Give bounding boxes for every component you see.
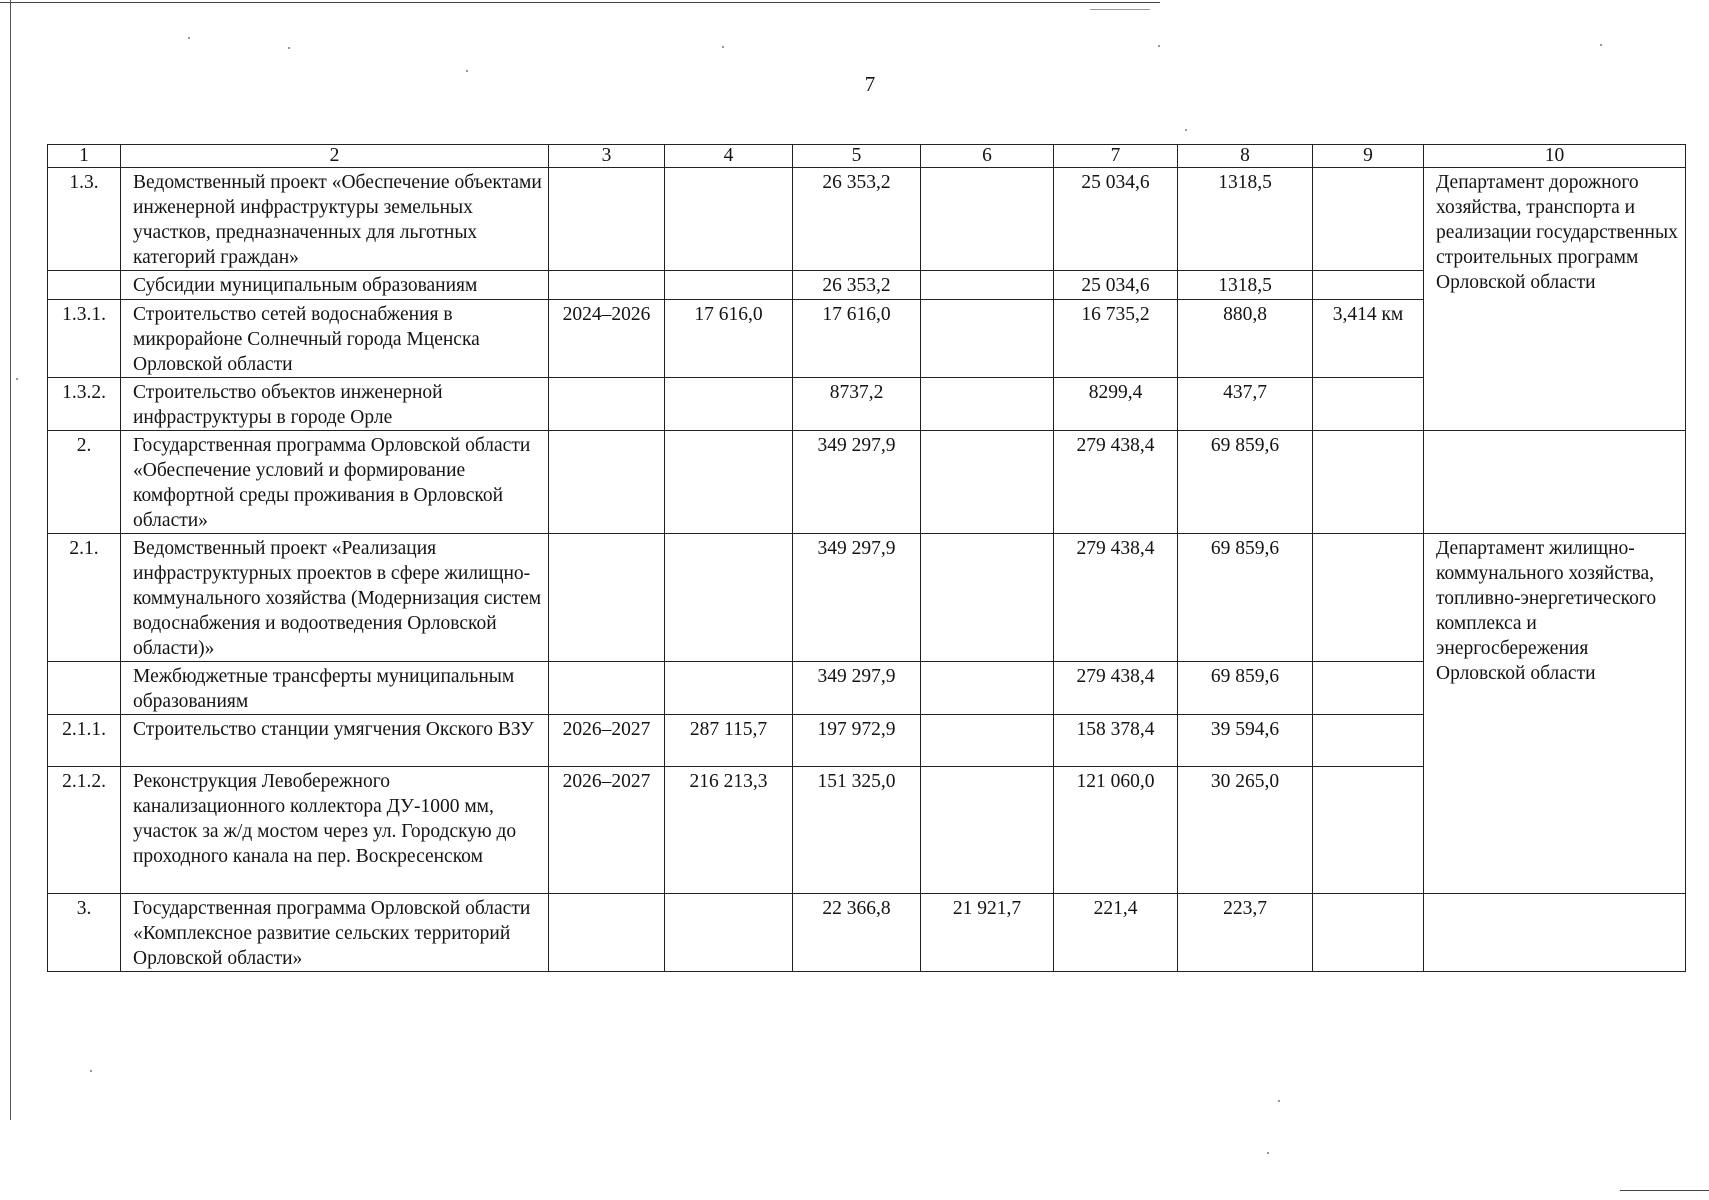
row-number xyxy=(48,271,121,300)
row-number xyxy=(48,662,121,715)
responsible-executor: Департамент дорожного хозяйства, транспорта и реализации государственных строительных программ Орловской области xyxy=(1424,168,1686,431)
row-name: Межбюджетные трансферты муниципальным образованиям xyxy=(121,662,549,715)
cell-col7: 279 438,4 xyxy=(1054,431,1178,534)
cell-col6 xyxy=(921,168,1054,271)
cell-col5: 17 616,0 xyxy=(793,300,921,378)
cell-col9 xyxy=(1313,378,1424,431)
cell-col9 xyxy=(1313,662,1424,715)
cell-col8: 223,7 xyxy=(1178,894,1313,972)
table-row xyxy=(48,168,1686,271)
cell-col6 xyxy=(921,431,1054,534)
cell-col8: 69 859,6 xyxy=(1178,662,1313,715)
cell-col6 xyxy=(921,378,1054,431)
cell-col7: 221,4 xyxy=(1054,894,1178,972)
cell-col9 xyxy=(1313,168,1424,271)
cell-col4 xyxy=(665,431,793,534)
col-header: 2 xyxy=(121,145,549,168)
cell-col4 xyxy=(665,894,793,972)
cell-col5: 8737,2 xyxy=(793,378,921,431)
scan-speck xyxy=(16,378,18,380)
row-name: Государственная программа Орловской области «Комплексное развитие сельских территорий Орловской области» xyxy=(121,894,549,972)
col-header: 6 xyxy=(921,145,1054,168)
responsible-executor xyxy=(1424,431,1686,534)
cell-col4: 216 213,3 xyxy=(665,767,793,894)
cell-col7: 279 438,4 xyxy=(1054,534,1178,662)
cell-col7: 8299,4 xyxy=(1054,378,1178,431)
cell-col4 xyxy=(665,378,793,431)
cell-period: 2026–2027 xyxy=(549,715,665,767)
col-header: 10 xyxy=(1424,145,1686,168)
row-number: 2.1.1. xyxy=(48,715,121,767)
cell-col7: 16 735,2 xyxy=(1054,300,1178,378)
scan-speck xyxy=(722,46,724,48)
col-header: 7 xyxy=(1054,145,1178,168)
cell-period xyxy=(549,662,665,715)
cell-period xyxy=(549,168,665,271)
program-financing-table xyxy=(47,144,1686,972)
cell-col4 xyxy=(665,168,793,271)
cell-col9 xyxy=(1313,767,1424,894)
responsible-executor xyxy=(1424,894,1686,972)
cell-col4 xyxy=(665,271,793,300)
row-name: Государственная программа Орловской области «Обеспечение условий и формирование комфортной среды проживания в Орловской области» xyxy=(121,431,549,534)
cell-col9 xyxy=(1313,431,1424,534)
cell-col5: 349 297,9 xyxy=(793,431,921,534)
cell-period xyxy=(549,534,665,662)
cell-col8: 1318,5 xyxy=(1178,168,1313,271)
cell-col9 xyxy=(1313,715,1424,767)
cell-col6 xyxy=(921,767,1054,894)
cell-period xyxy=(549,431,665,534)
cell-col7: 121 060,0 xyxy=(1054,767,1178,894)
cell-col9: 3,414 км xyxy=(1313,300,1424,378)
cell-col5: 26 353,2 xyxy=(793,271,921,300)
table-row xyxy=(48,894,1686,972)
row-number: 1.3.1. xyxy=(48,300,121,378)
scan-edge-top xyxy=(0,2,1160,3)
cell-period xyxy=(549,378,665,431)
row-number: 1.3. xyxy=(48,168,121,271)
responsible-executor: Департамент жилищно-коммунального хозяйства, топливно-энергетического комплекса и энергосбережения Орловской области xyxy=(1424,534,1686,894)
cell-period: 2026–2027 xyxy=(549,767,665,894)
cell-col6 xyxy=(921,534,1054,662)
scan-speck xyxy=(1600,44,1602,46)
cell-col7: 25 034,6 xyxy=(1054,168,1178,271)
column-number-row xyxy=(48,145,1686,168)
scan-speck xyxy=(1278,1100,1280,1102)
row-name: Ведомственный проект «Обеспечение объектами инженерной инфраструктуры земельных участков, предназначенных для льготных категорий граждан» xyxy=(121,168,549,271)
cell-col6 xyxy=(921,662,1054,715)
cell-col8: 69 859,6 xyxy=(1178,534,1313,662)
cell-period xyxy=(549,894,665,972)
cell-col6 xyxy=(921,715,1054,767)
cell-col6 xyxy=(921,300,1054,378)
scan-speck xyxy=(466,70,468,72)
cell-col8: 69 859,6 xyxy=(1178,431,1313,534)
row-number: 2.1.2. xyxy=(48,767,121,894)
cell-col5: 151 325,0 xyxy=(793,767,921,894)
scan-speck xyxy=(90,1070,92,1072)
row-number: 3. xyxy=(48,894,121,972)
col-header: 3 xyxy=(549,145,665,168)
col-header: 4 xyxy=(665,145,793,168)
cell-col7: 25 034,6 xyxy=(1054,271,1178,300)
row-name: Строительство сетей водоснабжения в микрорайоне Солнечный города Мценска Орловской области xyxy=(121,300,549,378)
cell-col7: 158 378,4 xyxy=(1054,715,1178,767)
scan-speck xyxy=(1158,45,1160,47)
cell-col4 xyxy=(665,534,793,662)
cell-col6: 21 921,7 xyxy=(921,894,1054,972)
row-name: Строительство объектов инженерной инфраструктуры в городе Орле xyxy=(121,378,549,431)
table-row xyxy=(48,431,1686,534)
cell-period: 2024–2026 xyxy=(549,300,665,378)
scan-speck xyxy=(188,37,190,39)
row-name: Реконструкция Левобережного канализационного коллектора ДУ-1000 мм, участок за ж/д мостом через ул. Городскую до проходного канала на пер. Воскресенском xyxy=(121,767,549,894)
row-number: 2.1. xyxy=(48,534,121,662)
scan-edge-bottom xyxy=(1620,1190,1709,1191)
col-header: 8 xyxy=(1178,145,1313,168)
col-header: 9 xyxy=(1313,145,1424,168)
cell-col8: 437,7 xyxy=(1178,378,1313,431)
cell-col5: 349 297,9 xyxy=(793,662,921,715)
cell-col4: 287 115,7 xyxy=(665,715,793,767)
cell-col4 xyxy=(665,662,793,715)
scan-speck xyxy=(1267,1152,1269,1154)
cell-col9 xyxy=(1313,534,1424,662)
row-number: 1.3.2. xyxy=(48,378,121,431)
cell-col5: 26 353,2 xyxy=(793,168,921,271)
page-number: 7 xyxy=(864,72,876,96)
cell-col8: 39 594,6 xyxy=(1178,715,1313,767)
cell-col9 xyxy=(1313,271,1424,300)
row-name: Субсидии муниципальным образованиям xyxy=(121,271,549,300)
table-row xyxy=(48,534,1686,662)
cell-col5: 349 297,9 xyxy=(793,534,921,662)
cell-col5: 22 366,8 xyxy=(793,894,921,972)
row-name: Строительство станции умягчения Окского ВЗУ xyxy=(121,715,549,767)
cell-col8: 1318,5 xyxy=(1178,271,1313,300)
row-name: Ведомственный проект «Реализация инфраструктурных проектов в сфере жилищно-коммунального хозяйства (Модернизация систем водоснабжения и водоотведения Орловской области)» xyxy=(121,534,549,662)
cell-period xyxy=(549,271,665,300)
col-header: 1 xyxy=(48,145,121,168)
cell-col4: 17 616,0 xyxy=(665,300,793,378)
scan-edge-left xyxy=(10,0,11,1120)
cell-col9 xyxy=(1313,894,1424,972)
cell-col5: 197 972,9 xyxy=(793,715,921,767)
col-header: 5 xyxy=(793,145,921,168)
cell-col7: 279 438,4 xyxy=(1054,662,1178,715)
scan-edge-top-fragment xyxy=(1090,9,1150,10)
cell-col8: 880,8 xyxy=(1178,300,1313,378)
scan-speck xyxy=(1185,129,1187,131)
cell-col8: 30 265,0 xyxy=(1178,767,1313,894)
scan-speck xyxy=(288,47,290,49)
row-number: 2. xyxy=(48,431,121,534)
cell-col6 xyxy=(921,271,1054,300)
